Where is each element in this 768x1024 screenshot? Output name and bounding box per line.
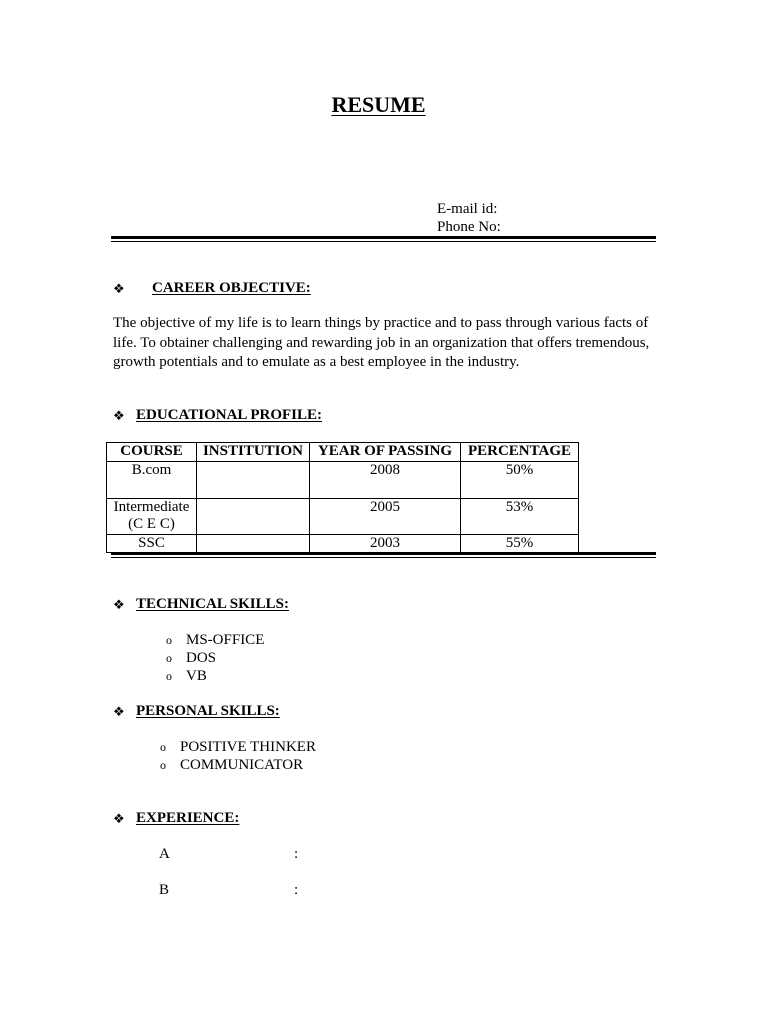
circle-bullet-icon: o [160,758,166,772]
cell-percentage: 55% [461,535,579,553]
career-objective-text [113,314,658,373]
circle-bullet-icon: o [166,633,172,647]
circle-bullet-icon: o [160,740,166,754]
table-header-row [107,443,579,462]
personal-skills-heading: PERSONAL SKILLS: [136,703,280,719]
phone-label: Phone No: [437,219,501,235]
list-item [160,738,316,756]
experience-label: B [159,882,170,898]
cell-institution [197,535,310,553]
diamond-bullet-icon: ❖ [113,281,125,296]
cell-year: 2005 [310,499,461,535]
column-header-course: COURSE [107,443,197,462]
experience-heading: EXPERIENCE: [136,810,240,826]
diamond-bullet-icon: ❖ [113,408,125,423]
email-label: E-mail id: [437,201,498,217]
header-divider [111,236,656,242]
technical-skills-heading: TECHNICAL SKILLS: [136,596,289,612]
page-title: RESUME [331,92,426,117]
technical-skill-item: MS-OFFICE [186,632,265,648]
career-objective-heading: CAREER OBJECTIVE: [152,280,311,296]
cell-year: 2003 [310,535,461,553]
table-row [107,462,579,499]
technical-skill-item: DOS [186,650,217,666]
list-item [166,631,265,649]
personal-skill-item: COMMUNICATOR [180,757,304,773]
cell-percentage: 50% [461,462,579,499]
educational-profile-heading: EDUCATIONAL PROFILE: [136,407,322,423]
personal-skill-item: POSITIVE THINKER [180,739,316,755]
career-line: The objective of my life is to learn things by practice and to pass through various facts of [113,315,649,331]
cell-percentage: 53% [461,499,579,535]
list-item [166,667,207,685]
technical-skill-item: VB [186,668,207,684]
cell-course: B.com [107,462,197,499]
experience-separator: : [294,882,299,898]
education-table [106,442,579,553]
cell-year: 2008 [310,462,461,499]
cell-course: Intermediate (C E C) [107,499,197,535]
column-header-institution: INSTITUTION [197,443,310,462]
list-item [160,756,304,774]
column-header-year: YEAR OF PASSING [310,443,461,462]
diamond-bullet-icon: ❖ [113,811,125,826]
list-item [166,649,217,667]
circle-bullet-icon: o [166,651,172,665]
experience-label: A [159,846,170,862]
cell-institution [197,499,310,535]
table-row [107,535,579,553]
cell-course: SSC [107,535,197,553]
circle-bullet-icon: o [166,669,172,683]
education-divider [111,552,656,558]
column-header-percentage: PERCENTAGE [461,443,579,462]
table-row [107,499,579,535]
diamond-bullet-icon: ❖ [113,597,125,612]
experience-separator: : [294,846,299,862]
diamond-bullet-icon: ❖ [113,704,125,719]
career-line: growth potentials and to emulate as a best employee in the industry. [113,354,520,370]
cell-institution [197,462,310,499]
career-line: life. To obtainer challenging and rewarding job in an organization that offers tremendous, [113,334,650,351]
